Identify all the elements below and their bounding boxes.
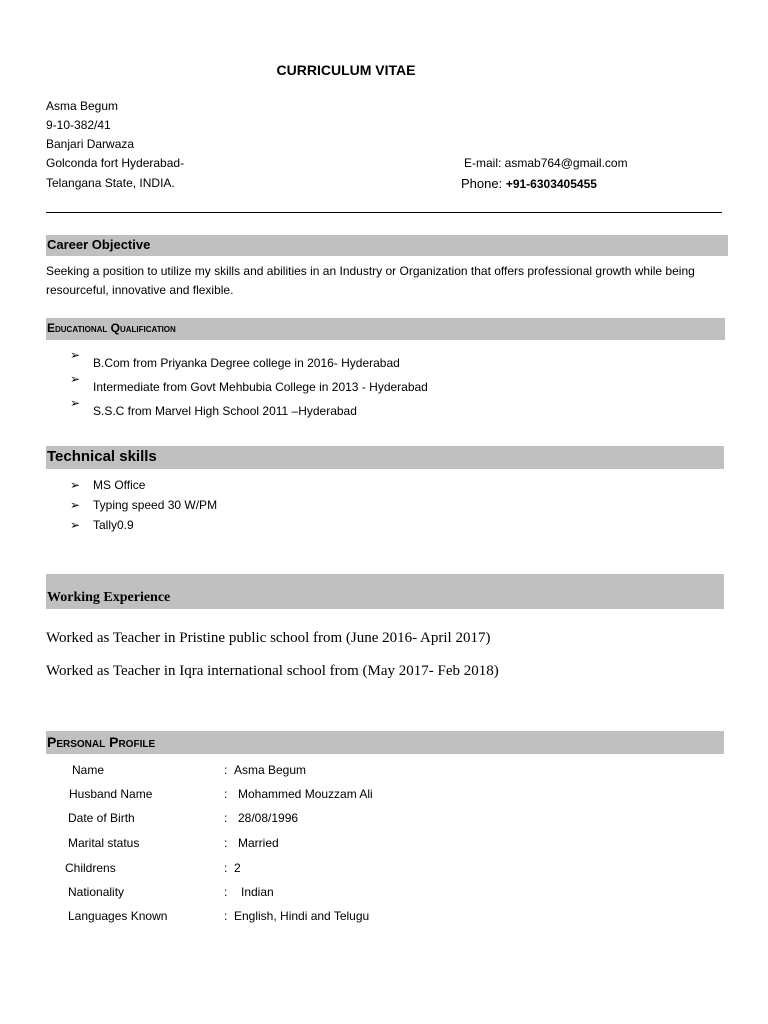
skill-item: Typing speed 30 W/PM: [93, 498, 218, 512]
bullet-arrow-icon: ➢: [70, 478, 81, 492]
bullet-arrow-icon: ➢: [70, 348, 81, 362]
contact-phone: [461, 176, 597, 191]
profile-colon: :: [224, 861, 228, 875]
profile-label: Childrens: [65, 861, 116, 875]
education-item: B.Com from Priyanka Degree college in 2016- Hyderabad: [93, 356, 400, 370]
document-title: CURRICULUM VITAE: [276, 62, 416, 78]
profile-colon: :: [224, 909, 228, 923]
bullet-arrow-icon: ➢: [70, 518, 81, 532]
profile-label: Husband Name: [69, 787, 153, 801]
contact-address-line-4: Telangana State, INDIA.: [46, 176, 175, 190]
skill-item: Tally0.9: [93, 518, 134, 532]
profile-colon: :: [224, 763, 228, 777]
section-heading-experience: Working Experience: [47, 590, 171, 605]
email-value: asmab764@gmail.com: [504, 156, 628, 170]
education-item: S.S.C from Marvel High School 2011 –Hyderabad: [93, 404, 357, 418]
skill-item: MS Office: [93, 478, 146, 492]
profile-colon: :: [224, 811, 228, 825]
section-band-career: [46, 235, 728, 256]
profile-value: Mohammed Mouzzam Ali: [238, 787, 373, 801]
header-divider: [46, 212, 722, 213]
profile-value: English, Hindi and Telugu: [234, 909, 370, 923]
section-heading-education: Educational Qualification: [47, 321, 176, 335]
contact-address-line-2: Banjari Darwaza: [46, 137, 135, 151]
career-objective-text: Seeking a position to utilize my skills and abilities in an Industry or Organization that offers professional growth while being resourceful, innovative and flexible.: [46, 264, 695, 297]
experience-item: Worked as Teacher in Pristine public school from (June 2016- April 2017): [46, 630, 491, 646]
profile-value: Married: [238, 836, 279, 850]
experience-item: Worked as Teacher in Iqra international school from (May 2017- Feb 2018): [46, 663, 499, 679]
profile-value: Asma Begum: [234, 763, 307, 777]
section-heading-career: Career Objective: [47, 237, 151, 252]
contact-address-line-3: Golconda fort Hyderabad-: [46, 156, 185, 170]
phone-label: Phone:: [461, 176, 506, 191]
section-band-profile: [46, 731, 724, 754]
contact-address-line-1: 9-10-382/41: [46, 118, 111, 132]
section-heading-skills: Technical skills: [47, 448, 157, 465]
section-band-experience: [46, 574, 724, 609]
profile-label: Name: [72, 763, 105, 777]
profile-colon: :: [224, 787, 228, 801]
email-label: E-mail:: [464, 156, 505, 170]
profile-colon: :: [224, 885, 228, 899]
profile-label: Date of Birth: [68, 811, 135, 825]
section-heading-profile: Personal Profile: [47, 734, 156, 750]
phone-value: +91-6303405455: [505, 177, 597, 191]
bullet-arrow-icon: ➢: [70, 372, 81, 386]
profile-colon: :: [224, 836, 228, 850]
section-band-education: [46, 318, 725, 340]
section-band-skills: [46, 446, 724, 469]
profile-label: Nationality: [68, 885, 125, 899]
bullet-arrow-icon: ➢: [70, 498, 81, 512]
profile-value: Indian: [241, 885, 274, 899]
profile-value: 2: [234, 861, 241, 875]
profile-label: Marital status: [68, 836, 140, 850]
contact-name: Asma Begum: [46, 99, 119, 113]
profile-label: Languages Known: [68, 909, 168, 923]
education-item: Intermediate from Govt Mehbubia College in 2013 - Hyderabad: [93, 380, 428, 394]
contact-email: [464, 156, 628, 170]
bullet-arrow-icon: ➢: [70, 396, 81, 410]
profile-value: 28/08/1996: [238, 811, 299, 825]
